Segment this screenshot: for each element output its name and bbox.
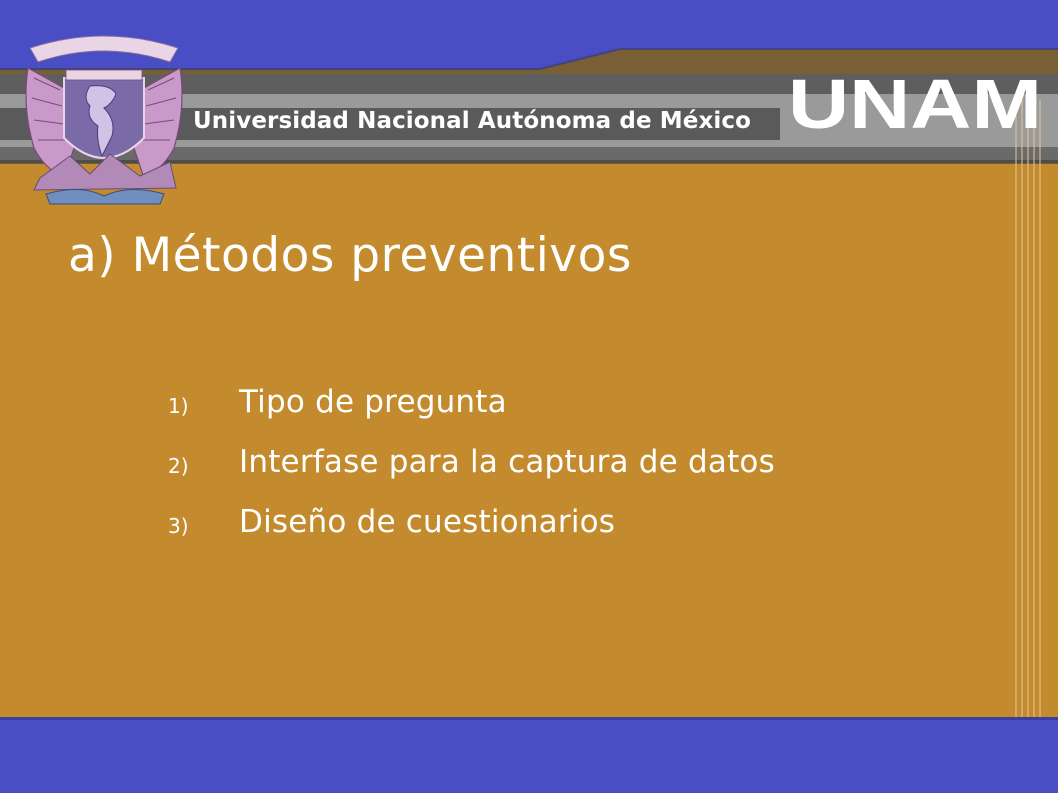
list-item-number: 1) xyxy=(168,394,189,418)
list-item-text: Tipo de pregunta xyxy=(239,384,507,420)
list-item-number: 3) xyxy=(168,514,189,538)
list-item-text: Interfase para la captura de datos xyxy=(239,444,775,480)
list-item-text: Diseño de cuestionarios xyxy=(239,504,616,540)
unam-wordmark xyxy=(786,70,1044,142)
decorative-vertical-lines xyxy=(1012,100,1052,718)
footer-band xyxy=(0,717,1058,793)
unam-coat-of-arms-icon xyxy=(20,28,188,206)
slide-title: a) Métodos preventivos xyxy=(68,228,632,283)
university-name: Universidad Nacional Autónoma de México xyxy=(193,108,752,134)
unam-brand-text: UNAM xyxy=(788,70,1042,142)
list-item-number: 2) xyxy=(168,454,189,478)
